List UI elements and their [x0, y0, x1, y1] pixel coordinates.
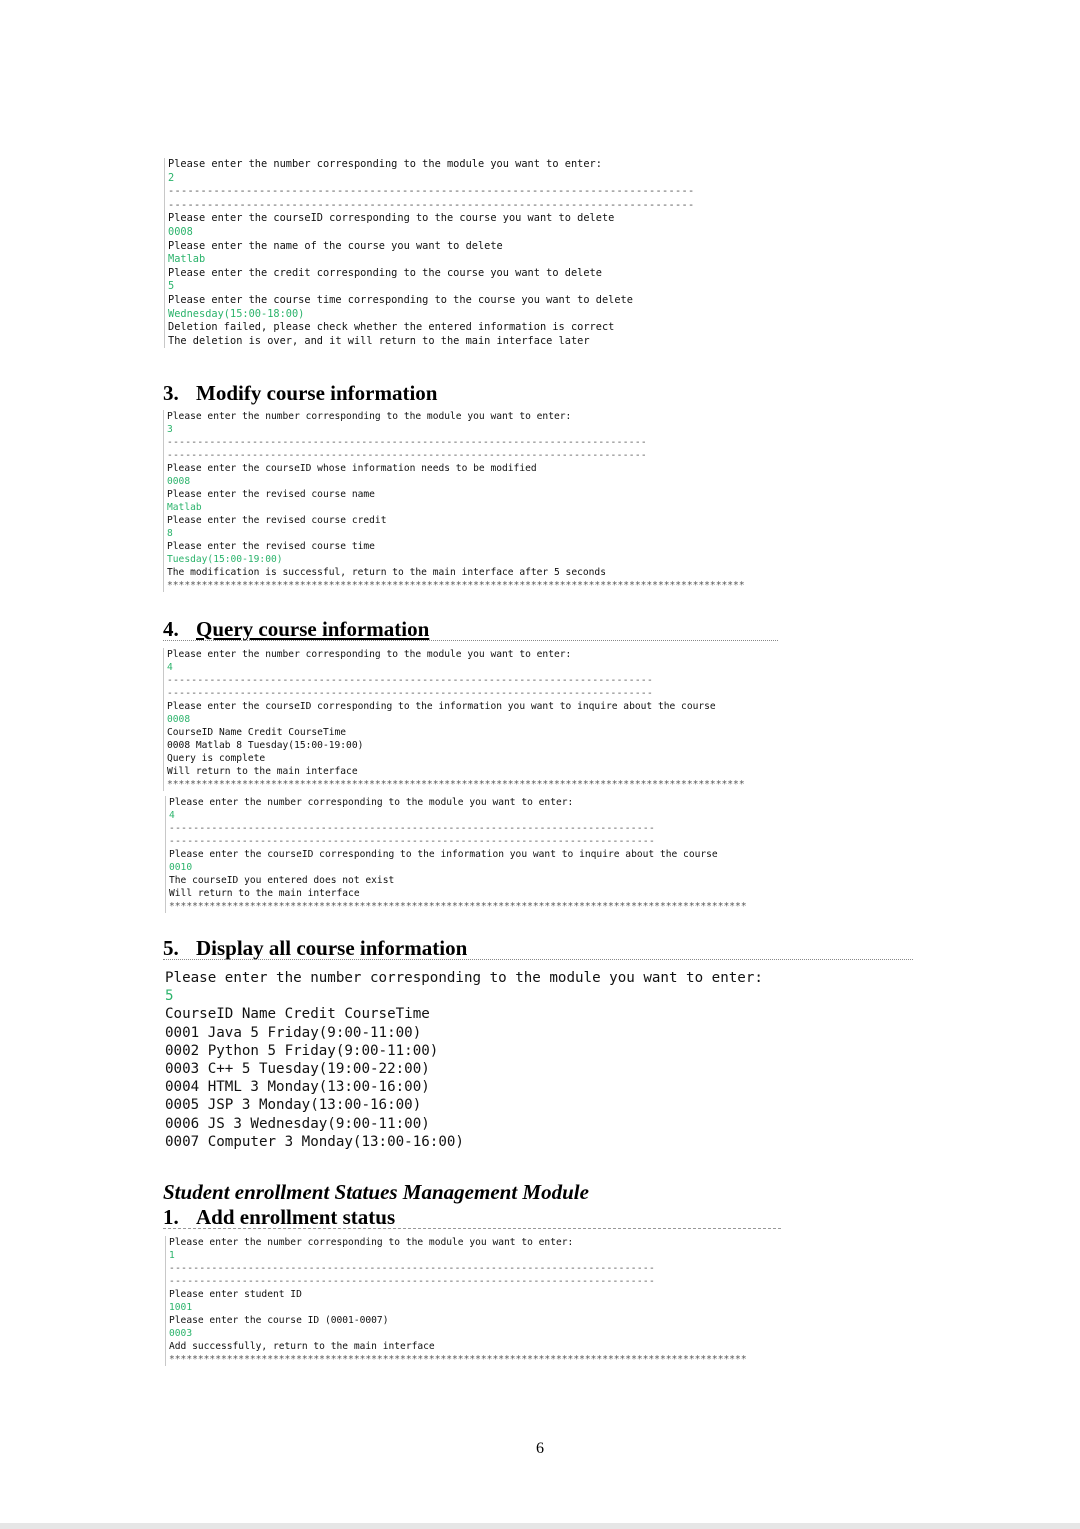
- console-line-text: The courseID you entered does not exist: [169, 875, 395, 886]
- heading-enrollment-module: [163, 1180, 589, 1204]
- console-line-text: 0002 Python 5 Friday(9:00-11:00): [165, 1042, 439, 1059]
- console-line-text: 0005 JSP 3 Monday(13:00-16:00): [165, 1097, 422, 1114]
- console-line-dash: --------------------------------------------------------------------------------: [169, 1276, 656, 1287]
- heading-display-courses: [163, 936, 467, 960]
- console-line-text: Please enter the revised course credit: [167, 515, 387, 526]
- heading-text: Add enrollment status: [196, 1205, 396, 1229]
- console-line-input: 1: [169, 1250, 175, 1261]
- console-line-text: Please enter the courseID corresponding to the information you want to inquire about the course: [167, 701, 716, 712]
- console-line-input: Tuesday(15:00-19:00): [167, 554, 283, 565]
- console-line-stars: ****************************************************************************************************: [169, 901, 747, 912]
- console-line-text: Please enter the number corresponding to the module you want to enter:: [165, 970, 763, 986]
- console-line-text: 0003 C++ 5 Tuesday(19:00-22:00): [165, 1060, 430, 1077]
- page-number: 6: [536, 1440, 544, 1457]
- console-line-text: Deletion failed, please check whether the entered information is correct: [168, 321, 615, 334]
- console-line-text: Please enter the number corresponding to the module you want to enter:: [167, 649, 572, 660]
- console-line-input: 4: [167, 662, 173, 673]
- console-line-text: 0006 JS 3 Wednesday(9:00-11:00): [165, 1115, 430, 1132]
- console-line-stars: ****************************************************************************************************: [167, 779, 745, 790]
- console-line-input: 8: [167, 528, 173, 539]
- console-line-input: 3: [167, 424, 173, 435]
- dashed-rule: [163, 1228, 781, 1229]
- console-query-not-found: [165, 796, 747, 913]
- page-bottom-bar: [0, 1523, 1080, 1529]
- console-line-text: Please enter the revised course time: [167, 541, 375, 552]
- console-line-dash: -------------------------------------------------------------------------------: [167, 450, 647, 461]
- console-line-text: Please enter the courseID whose information needs to be modified: [167, 463, 537, 474]
- console-line-text: Add successfully, return to the main interface: [169, 1341, 435, 1352]
- console-line-input: 0003: [169, 1328, 193, 1339]
- heading-text: Student enrollment Statues Management Module: [163, 1180, 589, 1204]
- console-delete-course: [164, 158, 694, 348]
- heading-number: 4.: [163, 617, 179, 641]
- console-line-text: The modification is successful, return to the main interface after 5 seconds: [167, 567, 606, 578]
- console-line-input: 5: [168, 280, 175, 293]
- console-line-text: Please enter the courseID corresponding to the information you want to inquire about the course: [169, 849, 718, 860]
- console-line-text: Will return to the main interface: [167, 766, 358, 777]
- heading-add-enrollment: [163, 1205, 395, 1229]
- console-line-dash: --------------------------------------------------------------------------------: [169, 823, 656, 834]
- console-line-text: Will return to the main interface: [169, 888, 360, 899]
- console-line-stars: ****************************************************************************************************: [169, 1354, 747, 1365]
- console-line-text: Please enter the number corresponding to the module you want to enter:: [169, 797, 574, 808]
- console-line-text: 0001 Java 5 Friday(9:00-11:00): [165, 1024, 422, 1041]
- console-line-dash: ---------------------------------------------------------------------------------: [168, 198, 695, 211]
- console-line-input: 0008: [168, 225, 193, 238]
- console-line-stars: ****************************************************************************************************: [167, 580, 745, 591]
- heading-modify-course: [163, 381, 437, 405]
- console-line-input: Matlab: [167, 502, 202, 513]
- console-line-input: 4: [169, 810, 175, 821]
- console-line-text: The deletion is over, and it will return to the main interface later: [168, 334, 590, 347]
- console-add-enrollment: [165, 1236, 747, 1366]
- console-line-text: Query is complete: [167, 753, 266, 764]
- console-line-dash: --------------------------------------------------------------------------------: [169, 836, 656, 847]
- console-line-input: 0008: [167, 714, 191, 725]
- dotted-rule: [163, 640, 778, 641]
- heading-number: 1.: [163, 1205, 179, 1229]
- console-line-input: 0008: [167, 476, 191, 487]
- heading-query-course: [163, 617, 429, 641]
- heading-text: Modify course information: [196, 381, 438, 405]
- heading-text: Display all course information: [196, 936, 468, 960]
- console-line-text: CourseID Name Credit CourseTime: [167, 727, 347, 738]
- console-line-text: Please enter the courseID corresponding to the course you want to delete: [168, 212, 615, 225]
- console-line-text: 0004 HTML 3 Monday(13:00-16:00): [165, 1079, 430, 1096]
- console-line-text: Please enter the credit corresponding to the course you want to delete: [168, 266, 602, 279]
- console-line-text: Please enter the number corresponding to the module you want to enter:: [167, 411, 572, 422]
- console-modify-course: [163, 410, 745, 592]
- console-line-text: Please enter student ID: [169, 1289, 302, 1300]
- console-line-input: 0010: [169, 862, 193, 873]
- console-line-text: 0008 Matlab 8 Tuesday(15:00-19:00): [167, 740, 364, 751]
- console-line-dash: --------------------------------------------------------------------------------: [167, 675, 654, 686]
- console-line-dash: ---------------------------------------------------------------------------------: [168, 185, 695, 198]
- console-line-text: Please enter the revised course name: [167, 489, 375, 500]
- console-line-input: 1001: [169, 1302, 193, 1313]
- console-line-text: Please enter the course ID (0001-0007): [169, 1315, 389, 1326]
- console-display-courses: [163, 969, 763, 1151]
- console-line-input: 2: [168, 171, 175, 184]
- console-query-found: [163, 648, 745, 791]
- console-line-dash: -------------------------------------------------------------------------------: [167, 437, 647, 448]
- console-line-text: Please enter the number corresponding to the module you want to enter:: [169, 1237, 574, 1248]
- dotted-rule: [163, 959, 913, 960]
- console-line-text: CourseID Name Credit CourseTime: [165, 1006, 430, 1023]
- console-line-text: Please enter the name of the course you want to delete: [168, 239, 503, 252]
- console-line-dash: --------------------------------------------------------------------------------: [169, 1263, 656, 1274]
- console-line-input: Matlab: [168, 253, 206, 266]
- heading-number: 5.: [163, 936, 179, 960]
- console-line-input: Wednesday(15:00-18:00): [168, 307, 305, 320]
- heading-number: 3.: [163, 381, 179, 405]
- console-line-input: 5: [165, 988, 174, 1005]
- console-line-text: Please enter the course time corresponding to the course you want to delete: [168, 293, 633, 306]
- console-line-text: Please enter the number corresponding to the module you want to enter:: [168, 158, 602, 170]
- console-line-dash: --------------------------------------------------------------------------------: [167, 688, 654, 699]
- console-line-text: 0007 Computer 3 Monday(13:00-16:00): [165, 1133, 464, 1150]
- heading-text: Query course information: [196, 617, 430, 641]
